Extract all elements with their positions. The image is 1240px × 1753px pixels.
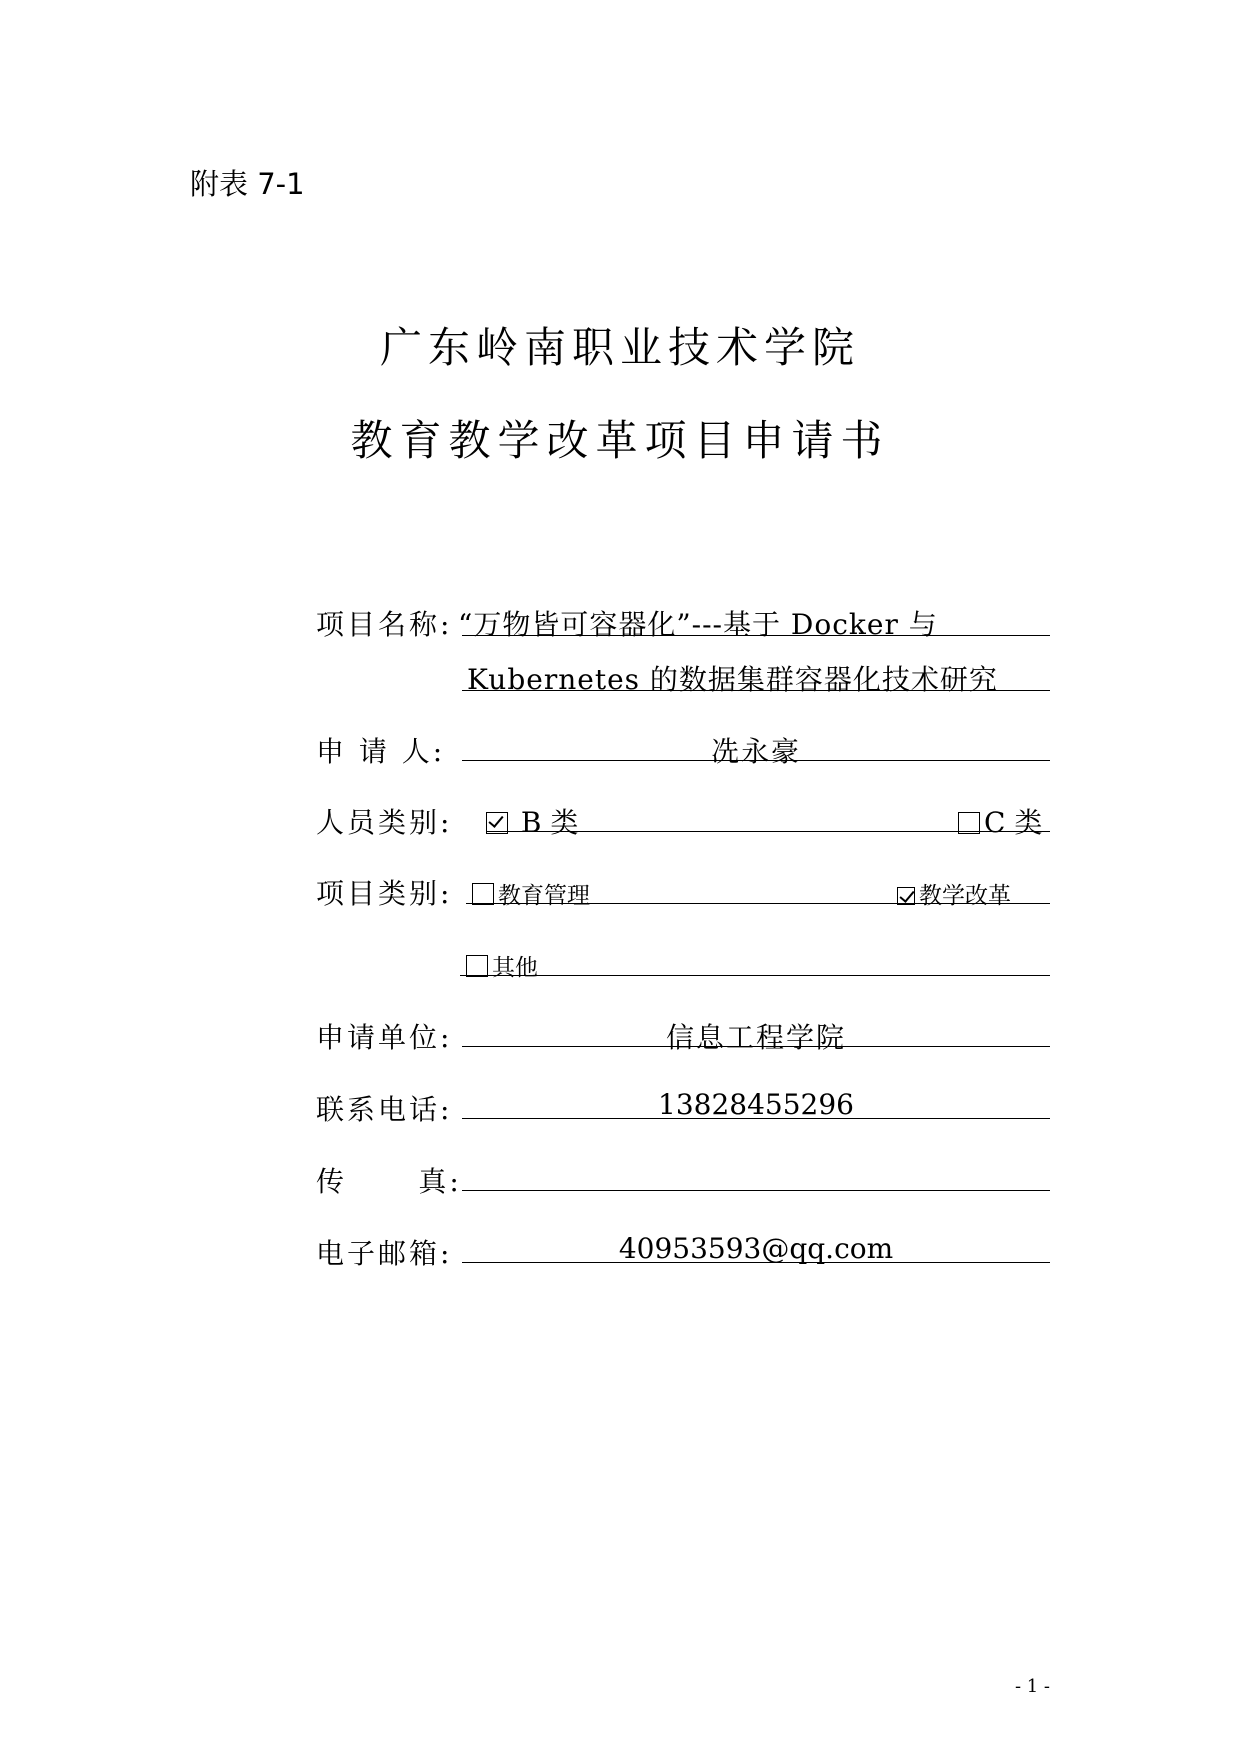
personnel-option-b[interactable] xyxy=(486,801,578,841)
checkbox-empty-icon[interactable] xyxy=(472,883,494,905)
personnel-option-b-label: B 类 xyxy=(520,806,579,839)
project-option-teaching-reform-label: 教学改革 xyxy=(919,883,1011,909)
unit-label: 申请单位: xyxy=(316,1021,453,1054)
phone-value: 13828455296 xyxy=(658,1088,854,1121)
personnel-option-c[interactable] xyxy=(958,801,1042,841)
email-value: 40953593@qq.com xyxy=(618,1232,894,1265)
checkbox-empty-icon[interactable] xyxy=(466,955,488,977)
applicant-value: 冼永豪 xyxy=(710,735,801,768)
applicant-underline xyxy=(462,760,1050,761)
personnel-category-underline xyxy=(486,831,1050,832)
project-name-underline-2 xyxy=(462,690,1050,691)
email-label: 电子邮箱: xyxy=(316,1237,453,1270)
unit-value: 信息工程学院 xyxy=(665,1021,846,1054)
project-name-value-line2: Kubernetes 的数据集群容器化技术研究 xyxy=(467,663,998,696)
title-institution: 广东岭南职业技术学院 xyxy=(379,323,860,372)
project-option-edu-mgmt-label: 教育管理 xyxy=(498,883,590,909)
fax-label: 传 真: xyxy=(316,1165,462,1198)
project-category-underline-1 xyxy=(466,903,1050,904)
attachment-label: 附表 7-1 xyxy=(190,167,305,201)
project-name-underline-1 xyxy=(462,635,1050,636)
applicant-label: 申 请 人: xyxy=(316,735,446,768)
project-category-label: 项目类别: xyxy=(316,877,453,910)
personnel-option-c-label: C 类 xyxy=(984,806,1043,839)
project-name-value-line1: “万物皆可容器化”---基于 Docker 与 xyxy=(458,608,938,641)
email-underline xyxy=(462,1262,1050,1263)
phone-underline xyxy=(462,1118,1050,1119)
project-option-edu-mgmt[interactable] xyxy=(472,877,590,910)
page-number: - 1 - xyxy=(1014,1676,1050,1697)
title-document: 教育教学改革项目申请书 xyxy=(350,416,890,465)
personnel-category-label: 人员类别: xyxy=(316,806,453,839)
project-name-label: 项目名称: xyxy=(316,608,453,641)
fax-underline xyxy=(462,1190,1050,1191)
project-category-underline-2 xyxy=(460,975,1050,976)
phone-label: 联系电话: xyxy=(316,1093,453,1126)
unit-underline xyxy=(462,1046,1050,1047)
project-option-other[interactable] xyxy=(466,949,538,982)
project-option-teaching-reform[interactable] xyxy=(897,877,1011,910)
project-option-other-label: 其他 xyxy=(492,955,538,981)
